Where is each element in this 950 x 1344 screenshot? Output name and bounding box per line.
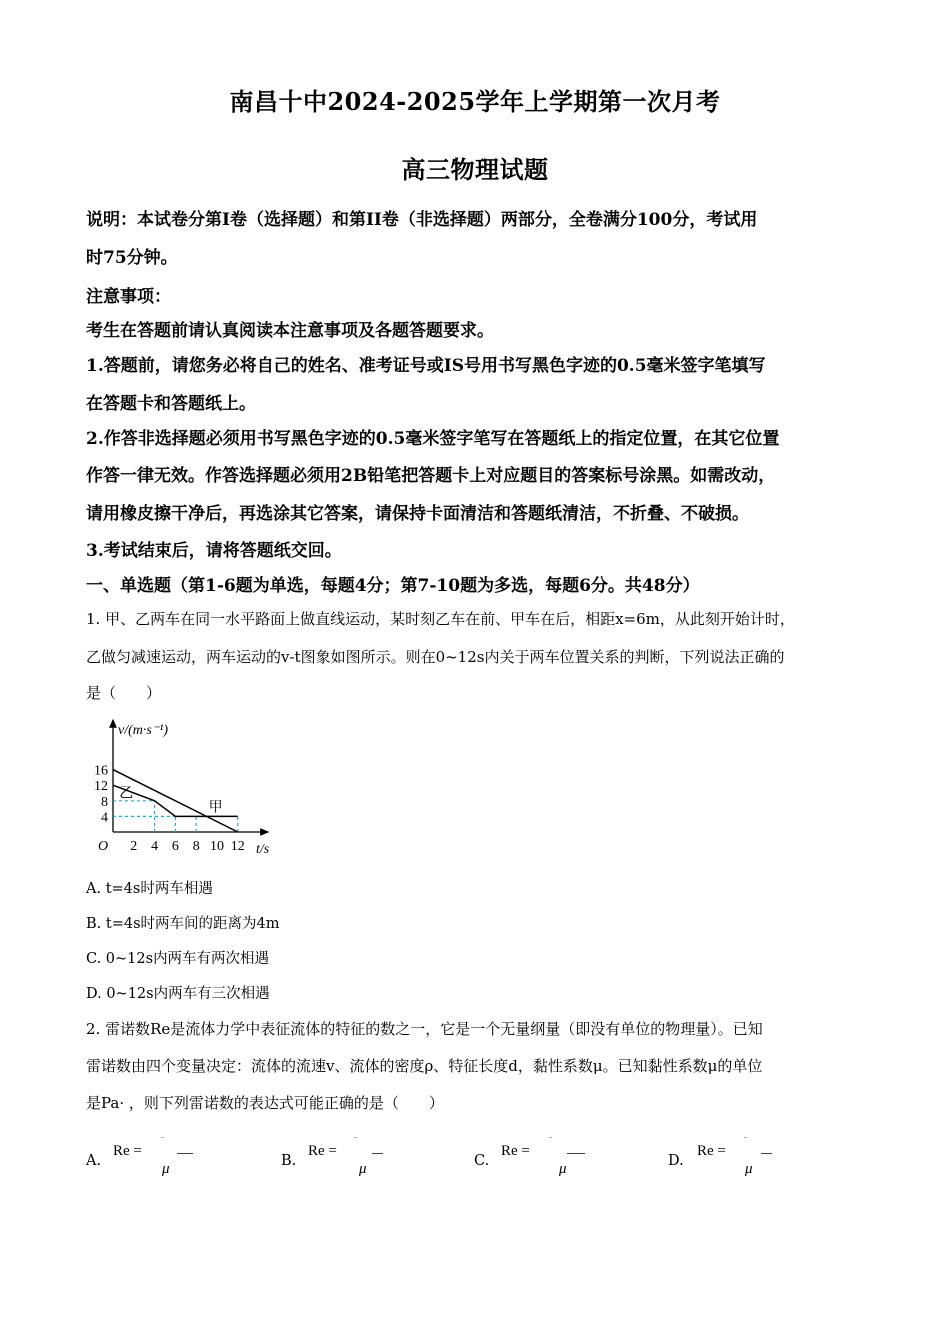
q2-option-b-formula[interactable] [308,1135,398,1183]
q2-line1: 2. 雷诺数Re是流体力学中表征流体的特征的数之一，它是一个无量纲量（即没有单位的物理量）。已知 [86,1020,763,1038]
x-tick-label: 4 [151,839,159,854]
mu-symbol: μ [559,1161,567,1177]
re-label: Re = [501,1143,530,1159]
notice-heading: 注意事项： [86,287,171,307]
q2-option-b-label[interactable]: B. [281,1153,297,1169]
q1-line3: 是（ ） [86,684,162,702]
y-tick-label: 8 [101,794,108,810]
fraction-bar [372,1153,383,1154]
section-heading: 一、单选题（第1-6题为单选，每题4分；第7-10题为多选，每题6分。共48分） [86,576,700,596]
q1-line2: 乙做匀减速运动，两车运动的v-t图象如图所示。则在0~12s内关于两车位置关系的判断，下列说法正确的 [86,648,785,666]
fraction-bar [177,1153,193,1154]
y-axis-label: v/(m·s⁻¹) [118,723,169,738]
fraction-bar [567,1153,585,1154]
re-label: Re = [308,1143,337,1159]
page-title: 南昌十中2024-2025学年上学期第一次月考 [229,87,721,116]
q1-option-b[interactable]: B. t=4s时两车间的距离为4m [86,916,280,932]
fraction-bar [761,1153,772,1154]
q2-line2: 雷诺数由四个变量决定：流体的流速v、流体的密度ρ、特征长度d，黏性系数μ。已知黏性系数μ的单位 [86,1057,763,1075]
formula-mark: ˉ [549,1135,552,1145]
x-axis-label: t/s [256,842,270,857]
page-subtitle: 高三物理试题 [401,155,549,184]
mu-symbol: μ [359,1161,367,1177]
q2-option-d-label[interactable]: D. [668,1153,684,1169]
q1-line1: 1. 甲、乙两车在同一水平路面上做直线运动，某时刻乙车在前、甲车在后，相距x=6m，从此刻开始计时， [86,610,795,628]
q2-option-a-formula[interactable] [113,1135,203,1183]
re-label: Re = [697,1143,726,1159]
q2-line3: 是Pa· ，则下列雷诺数的表达式可能正确的是（ ） [86,1094,444,1112]
mu-symbol: μ [162,1161,170,1177]
x-tick-label: 2 [130,839,138,854]
y-tick-label: 16 [94,763,108,779]
notice-item1-line1: 1.答题前，请您务必将自己的姓名、准考证号或IS号用书写黑色字迹的0.5毫米签字笔填写 [86,356,766,376]
notice-item2-line2: 作答一律无效。作答选择题必须用2B铅笔把答题卡上对应题目的答案标号涂黑。如需改动， [86,466,776,486]
exam-note-line2: 时75分钟。 [86,248,178,268]
x-tick-label: 8 [192,839,200,854]
x-tick-label: 10 [210,839,224,854]
origin-label: O [98,839,109,854]
q2-option-c-label[interactable]: C. [474,1153,490,1169]
notice-intro: 考生在答题前请认真阅读本注意事项及各题答题要求。 [86,321,494,341]
series-jia-label: 甲 [208,799,223,816]
q1-option-d[interactable]: D. 0~12s内两车有三次相遇 [86,986,270,1002]
exam-note-line1: 说明：本试卷分第I卷（选择题）和第II卷（非选择题）两部分，全卷满分100分，考试用 [86,210,758,230]
q2-option-d-formula[interactable] [697,1135,787,1183]
notice-item2-line1: 2.作答非选择题必须用书写黑色字迹的0.5毫米签字笔写在答题纸上的指定位置，在其它位置 [86,429,780,449]
q1-option-a[interactable]: A. t=4s时两车相遇 [86,881,213,897]
re-label: Re = [113,1143,142,1159]
y-tick-label: 4 [101,810,108,826]
series-yi-label: 乙 [119,785,134,802]
mu-symbol: μ [745,1161,753,1177]
notice-item1-line2: 在答题卡和答题纸上。 [86,394,256,414]
vt-graph [86,712,286,862]
notice-item3: 3.考试结束后，请将答题纸交回。 [86,541,342,561]
x-tick-label: 6 [171,839,179,854]
x-tick-label: 12 [230,839,245,854]
formula-mark: ˉ [354,1135,357,1145]
q1-option-c[interactable]: C. 0~12s内两车有两次相遇 [86,951,270,967]
formula-mark: ˉ [161,1135,164,1145]
notice-item2-line3: 请用橡皮擦干净后，再选涂其它答案，请保持卡面清洁和答题纸清洁，不折叠、不破损。 [86,504,749,524]
y-tick-label: 12 [94,779,108,795]
q2-option-a-label[interactable]: A. [86,1153,102,1169]
formula-mark: ˉ [744,1135,747,1145]
q2-option-c-formula[interactable] [501,1135,591,1183]
